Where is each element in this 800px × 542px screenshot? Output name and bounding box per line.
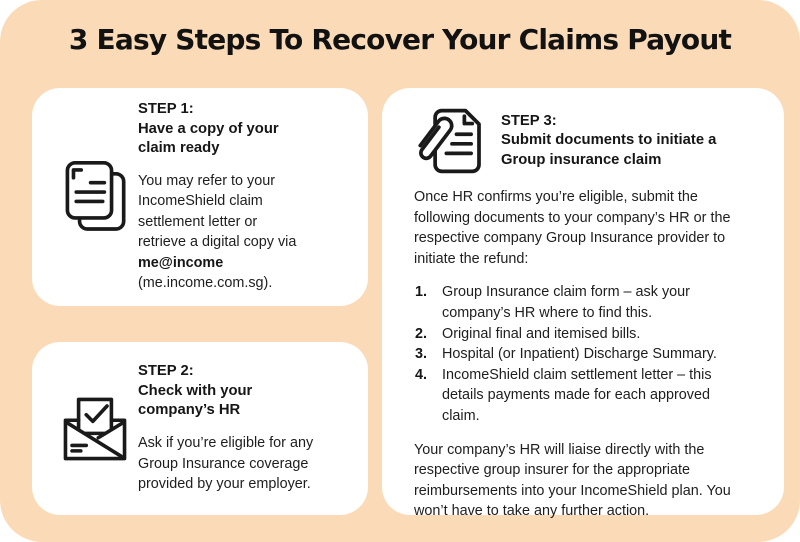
step3-card bbox=[382, 88, 784, 520]
step1-text bbox=[138, 100, 354, 293]
content-columns bbox=[32, 88, 775, 520]
step3-intro: Once HR confirms you’re eligible, submit the following documents to your company’s HR or the respective company Group Insurance provider to initiate the refund: bbox=[414, 189, 731, 267]
document-list-item: Group Insurance claim form – ask your company’s HR where to find this. bbox=[442, 284, 690, 321]
step2-body: Ask if you’re eligible for any Group Insurance coverage provided by your employer. bbox=[138, 435, 314, 493]
step1-body-text: You may refer to your IncomeShield claim settlement letter or retrieve a digital copy via bbox=[138, 173, 297, 251]
step2-label: STEP 2: bbox=[138, 363, 194, 380]
document-list-item: IncomeShield claim settlement letter – this details payments made for each approved claim. bbox=[442, 366, 712, 424]
step3-heading-block bbox=[501, 112, 756, 170]
step3-header bbox=[418, 105, 762, 177]
step2-card bbox=[32, 342, 368, 515]
step2-text bbox=[138, 362, 354, 494]
step2-icon-box bbox=[52, 393, 138, 465]
step1-heading: Have a copy of your claim ready bbox=[138, 120, 279, 156]
step3-label: STEP 3: bbox=[501, 113, 557, 130]
document-list bbox=[414, 282, 750, 426]
envelope-checkmark-icon bbox=[60, 393, 130, 465]
left-column bbox=[32, 88, 368, 515]
paperclip-document-icon bbox=[418, 105, 486, 177]
stacked-documents-icon bbox=[63, 159, 127, 235]
step1-card bbox=[32, 88, 368, 306]
page-title: 3 Easy Steps To Recover Your Claims Payout bbox=[68, 23, 732, 56]
step1-icon-box bbox=[52, 159, 138, 235]
step1-body-text-end: (me.income.com.sg). bbox=[138, 275, 273, 292]
step1-body bbox=[138, 171, 308, 294]
document-list-item: Original final and itemised bills. bbox=[442, 325, 641, 342]
step3-outro: Your company’s HR will liaise directly with the respective group insurer for the appropriate reimbursements into your IncomeShield plan. You won’t have to take any further action. bbox=[414, 441, 731, 520]
step3-heading: Submit documents to initiate a Group insurance claim bbox=[501, 132, 717, 168]
step1-label: STEP 1: bbox=[138, 101, 194, 118]
document-list-item: Hospital (or Inpatient) Discharge Summary. bbox=[442, 346, 717, 363]
step1-body-bold: me@income bbox=[138, 254, 224, 271]
right-column bbox=[382, 88, 784, 520]
step2-heading: Check with your company’s HR bbox=[138, 382, 253, 418]
